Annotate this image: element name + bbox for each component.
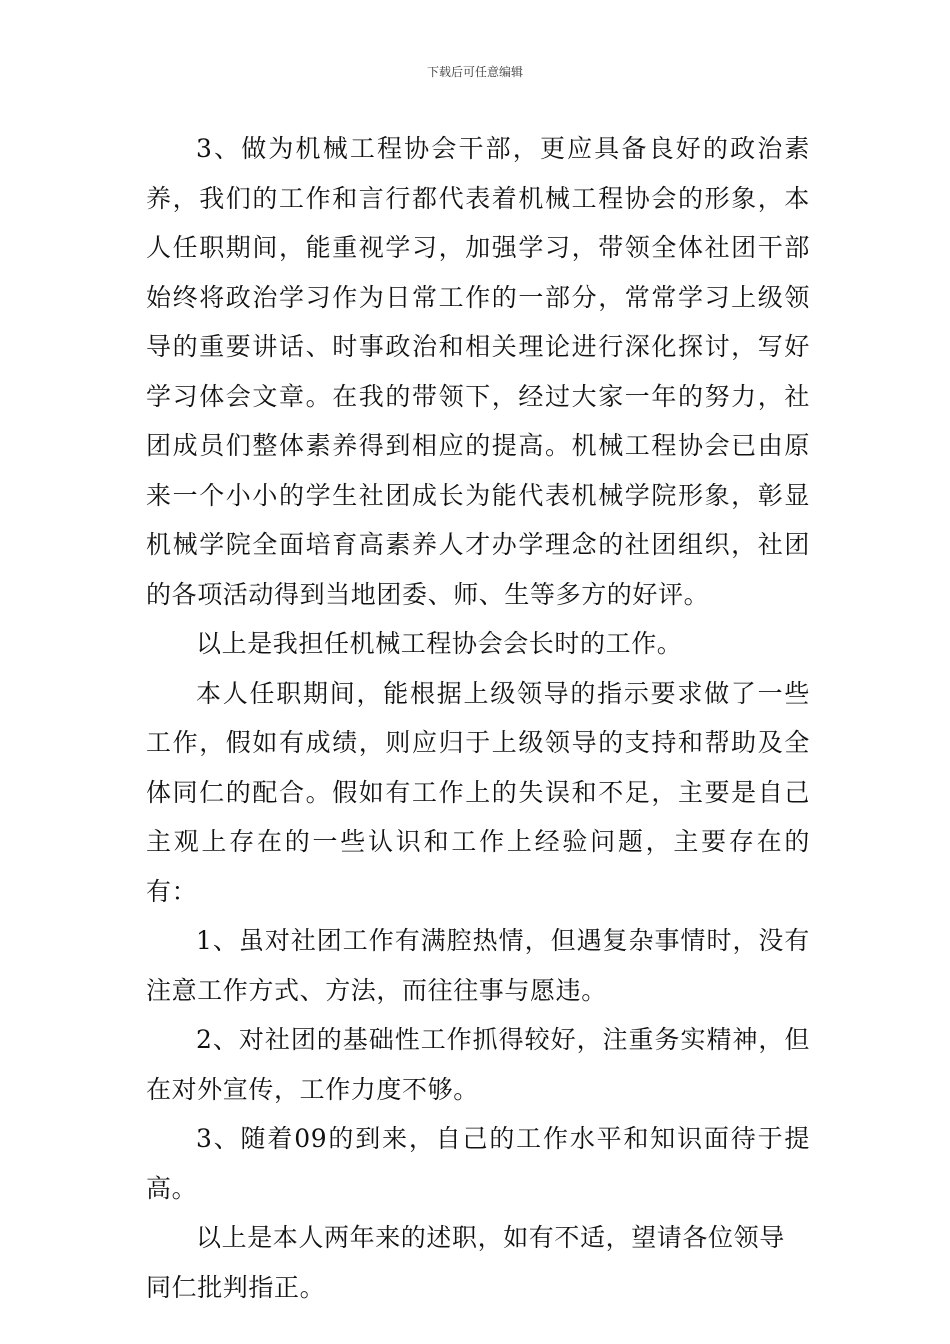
paragraph-issue-3: 3、随着09的到来，自己的工作水平和知识面待于提高。 — [146, 1124, 810, 1203]
paragraph-closing: 以上是本人两年来的述职，如有不适，望请各位领导同仁批判指正。 — [146, 1223, 785, 1302]
document-body — [146, 124, 810, 1312]
paragraph-association-cadre: 3、做为机械工程协会干部，更应具备良好的政治素养，我们的工作和言行都代表着机械工程协会的形象，本人任职期间，能重视学习，加强学习，带领全体社团干部始终将政治学习作为日常工作的一部分，常常学习上级领导的重要讲话、时事政治和相关理论进行深化探讨，写好学习体会文章。在我的带领下，经过大家一年的努力，社团成员们整体素养得到相应的提高。机械工程协会已由原来一个小小的学生社团成长为能代表机械学院形象，彰显机械学院全面培育高素养人才办学理念的社团组织，社团的各项活动得到当地团委、师、生等多方的好评。 — [146, 134, 810, 609]
paragraph-tenure-summary: 本人任职期间，能根据上级领导的指示要求做了一些工作，假如有成绩，则应归于上级领导的支持和帮助及全体同仁的配合。假如有工作上的失误和不足，主要是自己主观上存在的一些认识和工作上经验问题，主要存在的有： — [146, 678, 810, 906]
paragraph-issue-1: 1、虽对社团工作有满腔热情，但遇复杂事情时，没有注意工作方式、方法，而往往事与愿违。 — [146, 926, 810, 1005]
paragraph-president-work: 以上是我担任机械工程协会会长时的工作。 — [196, 629, 683, 658]
page-header: 下载后可任意编辑 — [426, 65, 523, 79]
paragraph-issue-2: 2、对社团的基础性工作抓得较好，注重务实精神，但在对外宣传，工作力度不够。 — [146, 1025, 810, 1104]
